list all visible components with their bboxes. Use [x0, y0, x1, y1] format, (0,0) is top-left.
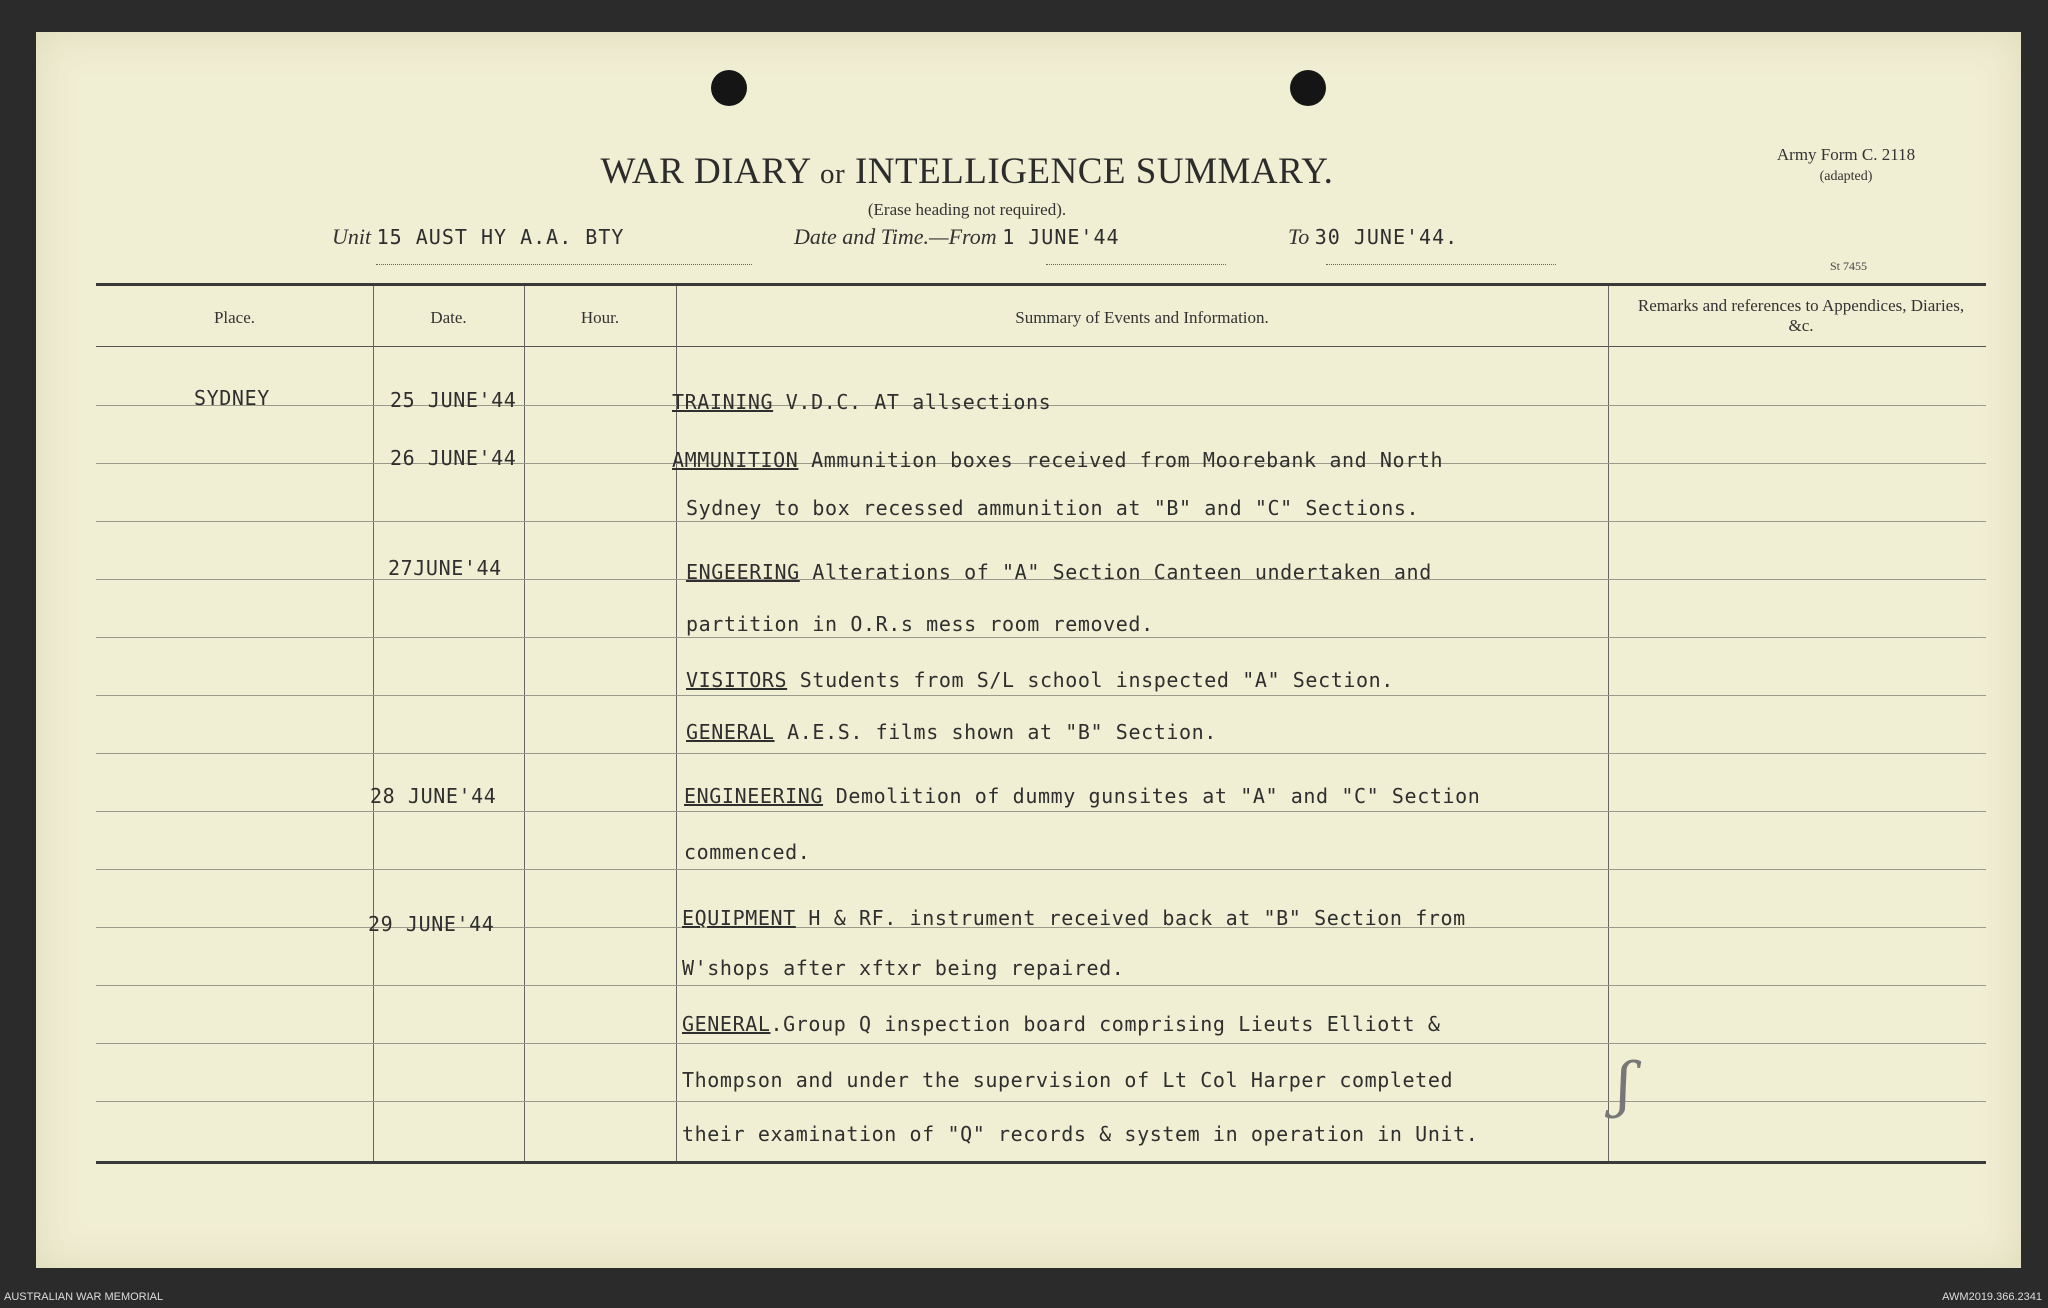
footer-source: AUSTRALIAN WAR MEMORIAL: [4, 1291, 164, 1303]
summary-line: Thompson and under the supervision of Lt Col Harper completed: [682, 1068, 1454, 1092]
date-to-underline: [1326, 264, 1556, 265]
row-rule: [96, 1101, 1986, 1102]
date-cell: 29 JUNE'44: [368, 912, 495, 936]
summary-line: ENGEERING Alterations of "A" Section Canteen undertaken and: [686, 560, 1432, 584]
army-form-number: Army Form C. 2118 (adapted): [1776, 145, 1916, 184]
summary-line: VISITORS Students from S/L school inspected "A" Section.: [686, 668, 1394, 692]
diary-page: [36, 32, 2021, 1268]
row-rule: [96, 985, 1986, 986]
unit-underline: [376, 264, 752, 265]
column-divider: [676, 286, 677, 1161]
row-rule: [96, 695, 1986, 696]
punch-hole: [1290, 70, 1326, 106]
signature-mark: ʃ: [1616, 1050, 1633, 1120]
column-header-place: Place.: [213, 308, 256, 327]
column-divider: [1608, 286, 1609, 1161]
summary-line: partition in O.R.s mess room removed.: [686, 612, 1154, 636]
date-label: Date and Time.—From 1 JUNE'44: [794, 224, 1120, 249]
date-from: 1 JUNE'44: [1002, 225, 1120, 249]
date-cell: 25 JUNE'44: [390, 388, 517, 412]
unit-value: 15 AUST HY A.A. BTY: [376, 225, 625, 249]
row-rule: [96, 869, 1986, 870]
table-bottom-rule: [96, 1161, 1986, 1164]
footer-id: AWM2019.366.2341: [1942, 1291, 2042, 1303]
place-cell: SYDNEY: [194, 386, 270, 410]
entry-heading: ENGINEERING: [684, 784, 824, 808]
summary-line: EQUIPMENT H & RF. instrument received back at "B" Section from: [682, 906, 1466, 930]
date-cell: 28 JUNE'44: [370, 784, 497, 808]
row-rule: [96, 521, 1986, 522]
column-header-summary: Summary of Events and Information.: [1015, 308, 1269, 327]
to-label: To 30 JUNE'44.: [1288, 224, 1459, 249]
column-divider: [524, 286, 525, 1161]
row-rule: [96, 637, 1986, 638]
form-subtitle: (Erase heading not required).: [867, 200, 1067, 219]
date-from-underline: [1046, 264, 1226, 265]
row-rule: [96, 1043, 1986, 1044]
summary-line: their examination of "Q" records & system in operation in Unit.: [682, 1122, 1479, 1146]
summary-line: W'shops after xftxr being repaired.: [682, 956, 1125, 980]
stock-number: St 7455: [1830, 259, 1868, 273]
unit-label: Unit 15 AUST HY A.A. BTY: [332, 224, 625, 249]
entry-heading: TRAINING: [672, 390, 774, 414]
entry-heading: GENERAL: [682, 1012, 771, 1036]
summary-line: ENGINEERING Demolition of dummy gunsites at "A" and "C" Section: [684, 784, 1481, 808]
date-cell: 27JUNE'44: [388, 556, 502, 580]
summary-line: TRAINING V.D.C. AT allsections: [672, 390, 1052, 414]
punch-hole: [711, 70, 747, 106]
summary-line: Sydney to box recessed ammunition at "B" and "C" Sections.: [686, 496, 1420, 520]
entry-heading: EQUIPMENT: [682, 906, 796, 930]
date-cell: 26 JUNE'44: [390, 446, 517, 470]
date-to: 30 JUNE'44.: [1314, 225, 1459, 249]
summary-line: commenced.: [684, 840, 811, 864]
summary-line: AMMUNITION Ammunition boxes received from Moorebank and North: [672, 448, 1444, 472]
entry-heading: AMMUNITION: [672, 448, 799, 472]
form-title: WAR DIARY or INTELLIGENCE SUMMARY.: [600, 151, 1334, 192]
entry-heading: ENGEERING: [686, 560, 800, 584]
entry-heading: GENERAL: [686, 720, 775, 744]
table-top-rule: [96, 283, 1986, 286]
table-header-rule: [96, 346, 1986, 347]
entry-heading: VISITORS: [686, 668, 788, 692]
summary-line: GENERAL.Group Q inspection board comprising Lieuts Elliott &: [682, 1012, 1441, 1036]
summary-line: GENERAL A.E.S. films shown at "B" Section.: [686, 720, 1217, 744]
row-rule: [96, 811, 1986, 812]
column-header-date: Date.: [430, 308, 467, 327]
column-header-remarks: Remarks and references to Appendices, Diaries, &c.: [1637, 296, 1965, 335]
row-rule: [96, 753, 1986, 754]
column-header-hour: Hour.: [580, 308, 620, 327]
column-divider: [373, 286, 374, 1161]
